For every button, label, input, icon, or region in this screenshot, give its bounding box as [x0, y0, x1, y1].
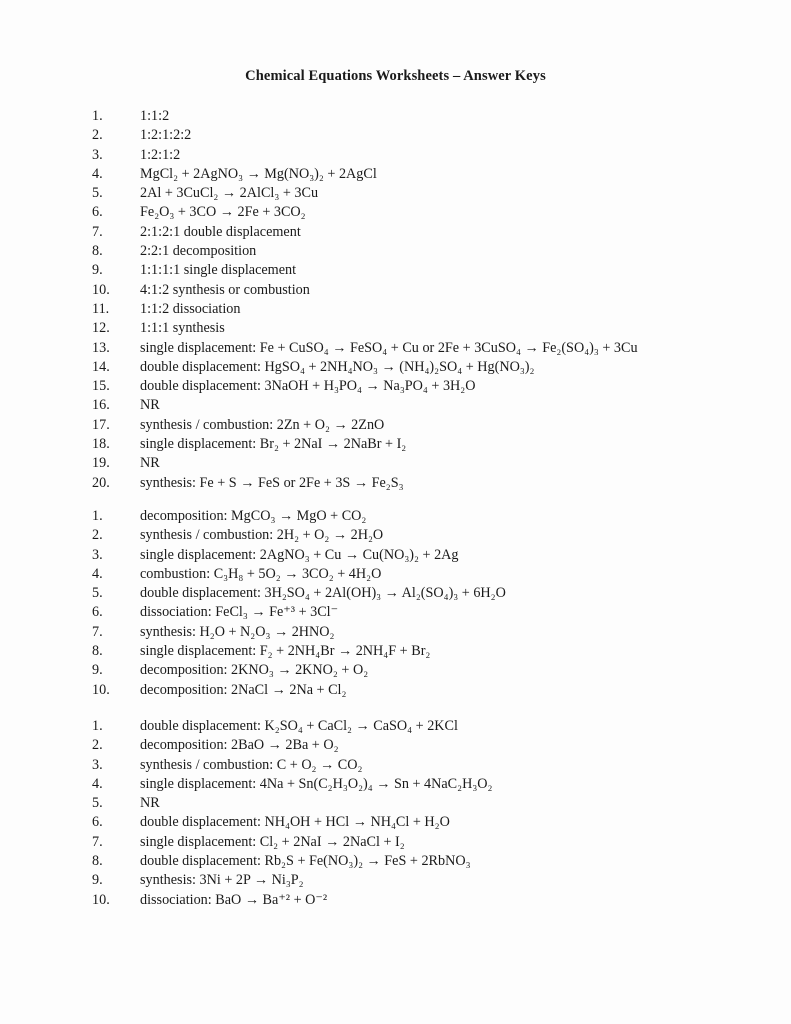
answer-text: synthesis: Fe + S → FeS or 2Fe + 3S → Fe₂S₃ [140, 474, 404, 491]
answer-row [92, 475, 752, 494]
answer-text: single displacement: 4Na + Sn(C₂H₃O₂)₄ → Sn + 4NaC₂H₃O₂ [140, 775, 493, 792]
answer-number: 7. [92, 623, 103, 640]
answer-number: 3. [92, 756, 103, 773]
answer-number: 9. [92, 262, 103, 279]
answer-number: 10. [92, 281, 110, 298]
answer-text: 1:1:2 [140, 108, 170, 124]
answer-row [92, 397, 752, 416]
answer-text: NR [140, 795, 160, 812]
answer-text: 1:2:1:2 [140, 146, 181, 163]
answer-row [92, 166, 752, 185]
answer-row [92, 147, 752, 166]
answer-number: 4. [92, 565, 103, 582]
answer-text: double displacement: HgSO₄ + 2NH₄NO₃ → (NH₄)₂SO₄ + Hg(NO₃)₂ [140, 358, 535, 375]
answer-number: 5. [92, 585, 103, 602]
answer-row [92, 718, 752, 737]
answer-row [92, 282, 752, 301]
answer-row [92, 243, 752, 262]
answer-text: 4:1:2 synthesis or combustion [140, 281, 310, 298]
answer-number: 1. [92, 718, 103, 734]
answer-text: single displacement: F₂ + 2NH₄Br → 2NH₄F + Br₂ [140, 643, 431, 660]
answer-number: 8. [92, 853, 103, 870]
answer-text: single displacement: Cl₂ + 2NaI → 2NaCl + I₂ [140, 833, 405, 850]
answer-text: Fe₂O₃ + 3CO → 2Fe + 3CO₂ [140, 204, 306, 221]
answer-number: 14. [92, 358, 110, 375]
answer-row [92, 814, 752, 833]
answer-number: 6. [92, 604, 103, 621]
answer-row [92, 204, 752, 223]
answer-row [92, 547, 752, 566]
answer-row [92, 455, 752, 474]
answer-text: 1:1:2 dissociation [140, 300, 241, 317]
answer-text: 2Al + 3CuCl₂ → 2AlCl₃ + 3Cu [140, 185, 319, 202]
answer-text: synthesis / combustion: 2Zn + O₂ → 2ZnO [140, 416, 385, 433]
answer-row [92, 262, 752, 281]
answer-text: double displacement: 3H₂SO₄ + 2Al(OH)₃ → Al₂(SO₄)₃ + 6H₂O [140, 585, 506, 602]
answer-number: 10. [92, 681, 110, 698]
answer-row [92, 776, 752, 795]
answer-text: 2:2:1 decomposition [140, 243, 257, 260]
answer-text: 1:1:1:1 single displacement [140, 262, 297, 279]
answer-text: combustion: C₃H₈ + 5O₂ → 3CO₂ + 4H₂O [140, 565, 382, 582]
answer-number: 20. [92, 474, 110, 491]
answer-number: 12. [92, 320, 110, 337]
answer-row [92, 795, 752, 814]
answer-row [92, 320, 752, 339]
answer-number: 7. [92, 833, 103, 850]
answer-row [92, 566, 752, 585]
answer-number: 3. [92, 546, 103, 563]
answer-number: 11. [92, 300, 110, 317]
answer-text: synthesis / combustion: C + O₂ → CO₂ [140, 756, 363, 773]
answer-text: NR [140, 397, 160, 414]
answer-text: 2:1:2:1 double displacement [140, 223, 301, 240]
answer-row [92, 436, 752, 455]
page-title: Chemical Equations Worksheets – Answer Keys [245, 68, 546, 84]
answer-row [92, 508, 752, 527]
answer-row [92, 682, 752, 701]
answer-row [92, 185, 752, 204]
answer-number: 5. [92, 795, 103, 812]
answer-number: 4. [92, 775, 103, 792]
answer-row [92, 604, 752, 623]
answer-text: decomposition: 2NaCl → 2Na + Cl₂ [140, 681, 347, 698]
answer-text: synthesis: H₂O + N₂O₃ → 2HNO₂ [140, 623, 335, 640]
answer-number: 18. [92, 436, 110, 453]
answer-row [92, 340, 752, 359]
answer-row [92, 108, 752, 127]
answer-list-section-3 [92, 718, 752, 911]
answer-row [92, 359, 752, 378]
answer-row [92, 662, 752, 681]
answer-number: 3. [92, 146, 103, 163]
answer-row [92, 643, 752, 662]
answer-text: 1:2:1:2:2 [140, 127, 192, 144]
answer-number: 8. [92, 243, 103, 260]
answer-text: single displacement: 2AgNO₃ + Cu → Cu(NO₃)₂ + 2Ag [140, 546, 459, 563]
answer-text: decomposition: 2BaO → 2Ba + O₂ [140, 737, 339, 754]
answer-row [92, 853, 752, 872]
answer-text: single displacement: Fe + CuSO₄ → FeSO₄ + Cu or 2Fe + 3CuSO₄ → Fe₂(SO₄)₃ + 3Cu [140, 339, 638, 356]
answer-number: 13. [92, 339, 110, 356]
answer-text: MgCl₂ + 2AgNO₃ → Mg(NO₃)₂ + 2AgCl [140, 165, 377, 182]
answer-number: 5. [92, 185, 103, 202]
answer-text: double displacement: 3NaOH + H₃PO₄ → Na₃PO₄ + 3H₂O [140, 378, 476, 395]
answer-text: double displacement: NH₄OH + HCl → NH₄Cl + H₂O [140, 814, 450, 831]
answer-number: 9. [92, 872, 103, 889]
answer-number: 6. [92, 204, 103, 221]
answer-number: 2. [92, 127, 103, 144]
answer-number: 15. [92, 378, 110, 395]
answer-number: 17. [92, 416, 110, 433]
answer-number: 2. [92, 737, 103, 754]
answer-row [92, 301, 752, 320]
answer-text: synthesis / combustion: 2H₂ + O₂ → 2H₂O [140, 527, 384, 544]
answer-row [92, 872, 752, 891]
answer-row [92, 417, 752, 436]
answer-number: 2. [92, 527, 103, 544]
answer-row [92, 624, 752, 643]
answer-text: NR [140, 455, 160, 472]
answer-row [92, 757, 752, 776]
answer-text: dissociation: FeCl₃ → Fe⁺³ + 3Cl⁻ [140, 604, 339, 621]
answer-row [92, 527, 752, 546]
answer-number: 19. [92, 455, 110, 472]
answer-row [92, 737, 752, 756]
answer-row [92, 378, 752, 397]
answer-number: 8. [92, 643, 103, 660]
answer-text: double displacement: K₂SO₄ + CaCl₂ → CaSO₄ + 2KCl [140, 718, 458, 734]
answer-number: 1. [92, 108, 103, 124]
answer-number: 6. [92, 814, 103, 831]
answer-number: 1. [92, 508, 103, 524]
answer-text: synthesis: 3Ni + 2P → Ni₃P₂ [140, 872, 304, 889]
answer-list-section-2 [92, 508, 752, 701]
answer-number: 16. [92, 397, 110, 414]
answer-row [92, 224, 752, 243]
answer-row [92, 834, 752, 853]
answer-text: 1:1:1 synthesis [140, 320, 225, 337]
answer-text: single displacement: Br₂ + 2NaI → 2NaBr + I₂ [140, 436, 407, 453]
answer-text: decomposition: MgCO₃ → MgO + CO₂ [140, 508, 367, 524]
answer-number: 7. [92, 223, 103, 240]
answer-text: dissociation: BaO → Ba⁺² + O⁻² [140, 891, 328, 908]
answer-text: double displacement: Rb₂S + Fe(NO₃)₂ → FeS + 2RbNO₃ [140, 853, 471, 870]
answer-number: 10. [92, 891, 110, 908]
answer-row [92, 892, 752, 911]
answer-text: decomposition: 2KNO₃ → 2KNO₂ + O₂ [140, 662, 369, 679]
answer-number: 9. [92, 662, 103, 679]
answer-number: 4. [92, 165, 103, 182]
answer-list-section-1 [92, 108, 752, 494]
answer-row [92, 127, 752, 146]
answer-row [92, 585, 752, 604]
